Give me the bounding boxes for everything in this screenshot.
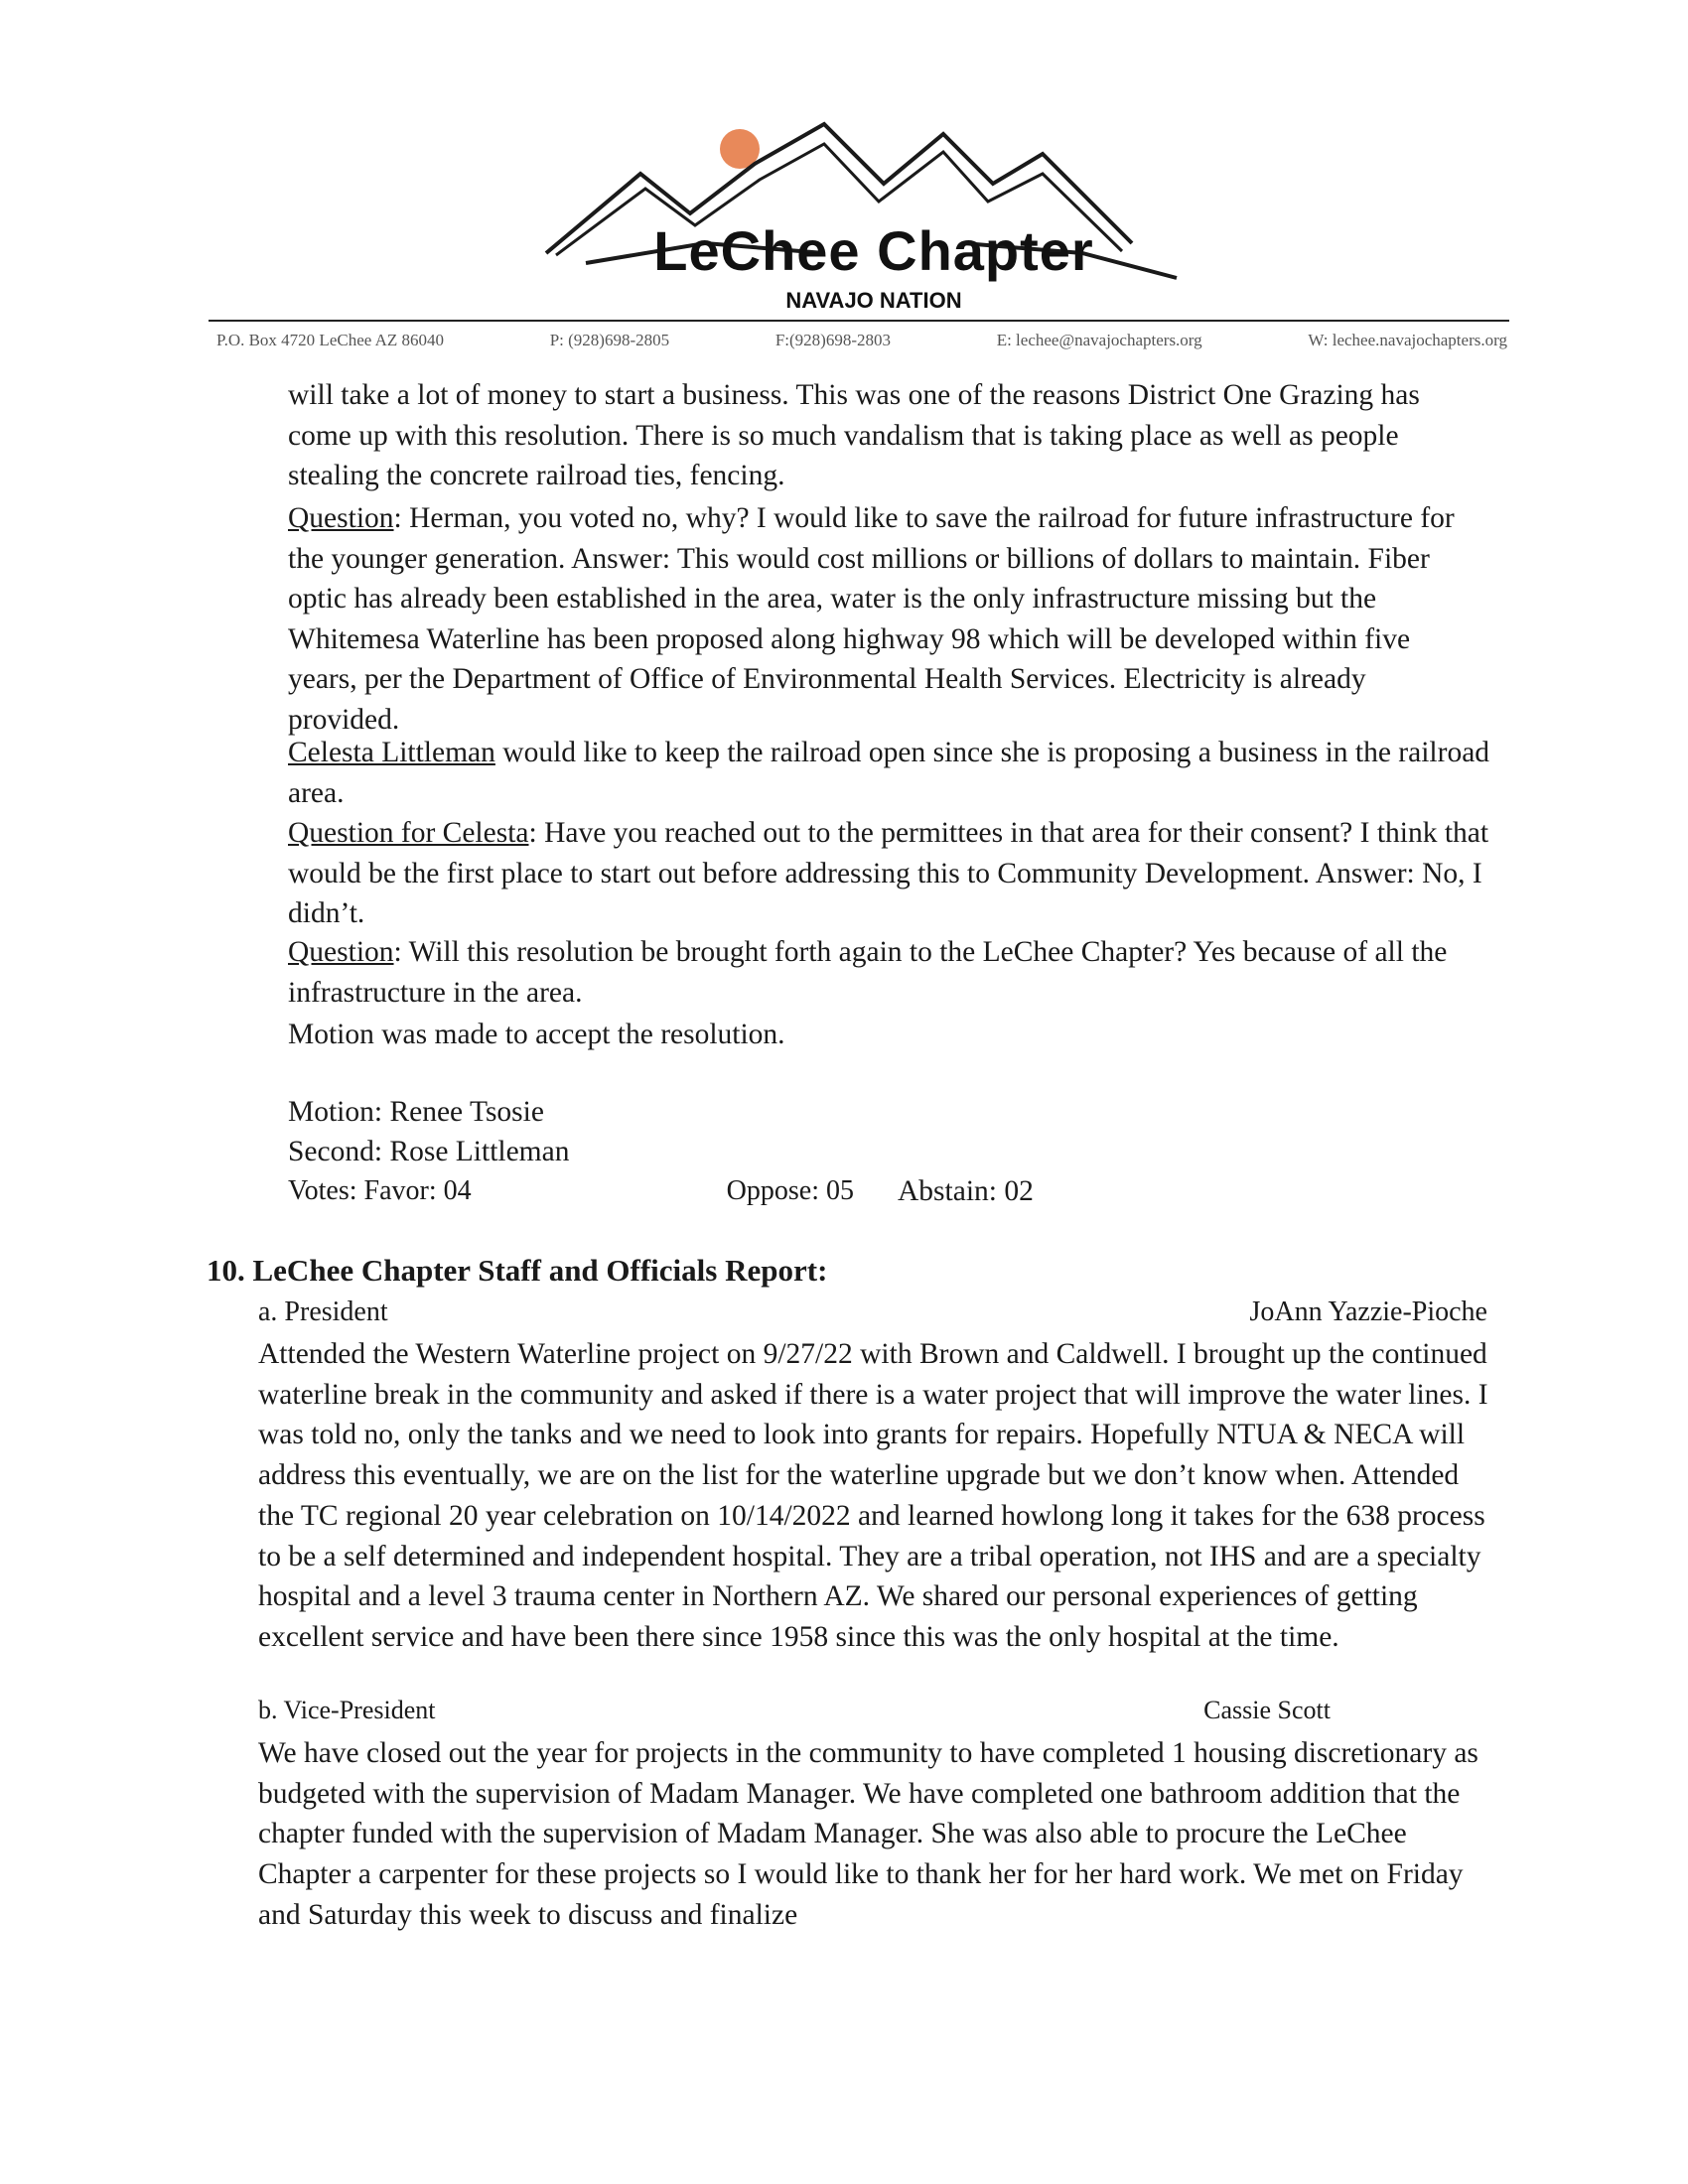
- vice-president-name: Cassie Scott: [1203, 1696, 1331, 1724]
- paragraph-question-herman: [288, 498, 1479, 740]
- vice-president-report: We have closed out the year for projects in the community to have completed 1 housing discretionary as budgeted with the supervision of Madam Manager. We have completed one bathroom addition that the chapter funded with the supervision of Madam Manager. She was also able to procure the LeChee Chapter a carpenter for these projects so I would like to thank her for her hard work. We met on Friday and Saturday this week to discuss and finalize: [258, 1737, 1478, 1931]
- question-label: Question: [288, 502, 394, 534]
- president-report: Attended the Western Waterline project on 9/27/22 with Brown and Caldwell. I brought up the continued waterline break in the community and asked if there is a water project that will improve the water lines. I was told no, only the tanks and we need to look into grants for repairs. Hopefully NTUA & NECA will address this eventually, we are on the list for the waterline upgrade but we don’t know when. Attended the TC regional 20 year celebration on 10/14/2022 and learned howlong long it takes for the 638 process to be a self determined and independent hospital. They are a tribal operation, not IHS and are a specialty hospital and a level 3 trauma center in Northern AZ. We shared our personal experiences of getting excellent service and have been there since 1958 since this was the only hospital at the time.: [258, 1338, 1488, 1653]
- contact-address: P.O. Box 4720 LeChee AZ 86040: [216, 331, 445, 349]
- president-row: [258, 1297, 1487, 1328]
- contact-phone: P: (928)698-2805: [549, 331, 670, 349]
- question-resolution-label: Question: [288, 936, 394, 968]
- nation-subtitle: NAVAJO NATION: [785, 288, 962, 313]
- question-resolution-text: : Will this resolution be brought forth again to the LeChee Chapter? Yes because of all the infrastructure in the area.: [288, 936, 1448, 1009]
- section-10-heading: 10. LeChee Chapter Staff and Officials Report:: [207, 1253, 828, 1288]
- question-celesta-text: : Have you reached out to the permittees in that area for their consent? I think that would be the first place to start out before addressing this to Community Development. Answer: No, I didn’t.: [288, 817, 1489, 929]
- contact-email: E: lechee@navajochapters.org: [996, 331, 1202, 349]
- contact-fax: F:(928)698-2803: [774, 331, 891, 349]
- chapter-logo: [526, 94, 1201, 323]
- celesta-text: would like to keep the railroad open since she is proposing a business in the railroad area.: [288, 737, 1490, 809]
- header-rule-top: [209, 320, 1509, 322]
- votes-favor: Votes: Favor: 04: [288, 1175, 472, 1206]
- second-line: Second: Rose Littleman: [288, 1136, 570, 1167]
- president-label: a. President: [258, 1297, 388, 1327]
- votes-abstain: Abstain: 02: [898, 1175, 1034, 1207]
- question-herman-text: : Herman, you voted no, why? I would like to save the railroad for future infrastructure for the younger generation. Answer: This would cost millions or billions of dollars to maintain. Fiber optic has already been established in the area, water is the only infrastructure missing but the Whitemesa Waterline has been proposed along highway 98 which will be developed within five years, per the Department of Office of Environmental Health Services. Electricity is already provided.: [288, 502, 1455, 736]
- paragraph-celesta: [288, 733, 1509, 813]
- paragraph-question-celesta: [288, 813, 1509, 934]
- votes-oppose: Oppose: 05: [726, 1175, 854, 1206]
- paragraph-business: will take a lot of money to start a business. This was one of the reasons District One Grazing has come up with this resolution. There is so much vandalism that is taking place as well as people stealing the concrete railroad ties, fencing.: [288, 379, 1420, 491]
- chapter-title: LeChee Chapter: [653, 219, 1094, 282]
- question-celesta-label: Question for Celesta: [288, 817, 529, 849]
- motion-made-text: Motion was made to accept the resolution.: [288, 1019, 785, 1050]
- paragraph-question-resolution: [288, 932, 1489, 1013]
- vice-president-row: [258, 1696, 1331, 1725]
- votes-line: [288, 1175, 854, 1207]
- president-name: JoAnn Yazzie-Pioche: [1249, 1297, 1487, 1327]
- celesta-name: Celesta Littleman: [288, 737, 495, 768]
- motion-line: Motion: Renee Tsosie: [288, 1096, 544, 1128]
- contact-line: [216, 331, 1507, 350]
- contact-website: W: lechee.navajochapters.org: [1308, 331, 1507, 349]
- vice-president-label: b. Vice-President: [258, 1696, 436, 1724]
